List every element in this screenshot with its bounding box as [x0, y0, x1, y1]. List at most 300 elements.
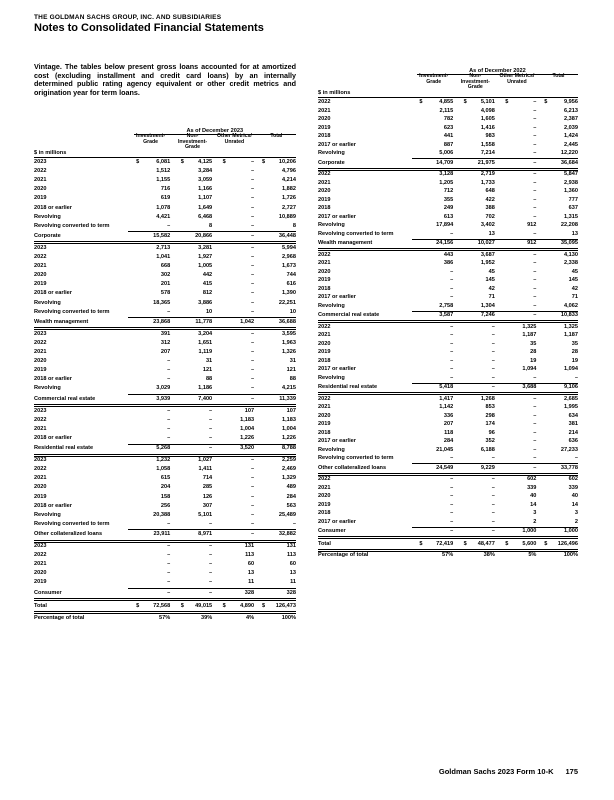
table-cell: 602 — [568, 476, 578, 482]
row-label: 2019 — [318, 124, 331, 131]
row-label: 2020 — [318, 188, 331, 194]
table-row — [34, 503, 296, 509]
table-cell: – — [491, 366, 495, 372]
currency-symbol: $ — [222, 159, 226, 165]
table-cell: 14,709 — [436, 159, 454, 166]
table-cell: 1,166 — [198, 186, 213, 193]
table-cell: – — [491, 455, 495, 461]
table-row — [34, 309, 296, 315]
table-cell: 1,326 — [282, 349, 296, 355]
row-label: 2021 — [34, 263, 47, 270]
row-label: 2019 — [34, 493, 47, 500]
table-cell: 1,963 — [282, 339, 296, 346]
table-cell: – — [533, 464, 537, 471]
table-cell: – — [250, 385, 255, 392]
table-row — [34, 272, 296, 278]
table-row — [34, 331, 296, 337]
table-cell: 1,882 — [282, 186, 296, 193]
row-label: 2020 — [34, 358, 47, 365]
table-cell: 2,039 — [564, 124, 578, 131]
table-cell: – — [491, 476, 495, 482]
column-header: Non-Investment-Grade — [177, 133, 208, 151]
currency-symbol: $ — [419, 99, 423, 105]
table-cell: 1,004 — [282, 425, 296, 432]
total-rule — [318, 168, 578, 169]
table-cell: – — [250, 511, 255, 518]
table-cell: 126,473 — [275, 602, 296, 609]
table-row — [34, 445, 296, 451]
table-row — [318, 421, 578, 427]
row-label: Revolving converted to term — [34, 520, 110, 527]
table-cell: – — [167, 561, 171, 568]
table-row — [34, 205, 296, 211]
table-cell: 4,855 — [439, 99, 454, 105]
table-cell: 8 — [292, 222, 296, 229]
row-label: 2020 — [34, 272, 47, 279]
table-cell: – — [250, 339, 255, 346]
row-label: 2021 — [318, 107, 331, 114]
total-rule — [318, 536, 578, 537]
table-cell: 249 — [443, 205, 454, 211]
table-cell: 4,214 — [282, 177, 296, 184]
row-label: Corporate — [34, 232, 61, 239]
table-row — [34, 168, 296, 174]
table-cell: 11 — [290, 579, 296, 586]
table-row — [34, 615, 296, 621]
total-rule — [318, 320, 578, 321]
table-cell: 1,005 — [198, 263, 213, 270]
table-cell: 71 — [488, 294, 495, 300]
table-cell: 1,000 — [564, 528, 578, 534]
row-label: 2023 — [34, 244, 47, 251]
label-column-header: $ in millions — [318, 90, 351, 96]
row-label: 2020 — [318, 268, 331, 275]
table-cell: 1,094 — [522, 366, 537, 372]
table-cell: – — [533, 260, 537, 266]
row-label: Total — [318, 540, 331, 547]
table-cell: – — [574, 374, 578, 381]
table-cell: 10,027 — [477, 240, 495, 246]
table-cell: 100% — [281, 614, 296, 621]
table-row — [318, 366, 578, 372]
table-cell: – — [250, 376, 255, 383]
table-cell: 3,059 — [198, 177, 213, 184]
table-cell: 256 — [160, 502, 171, 509]
table-cell: 2,259 — [282, 457, 296, 464]
row-label: 2017 or earlier — [318, 518, 356, 525]
table-cell: 1,329 — [282, 475, 296, 482]
table-cell: – — [250, 254, 255, 260]
table-cell: 35 — [571, 340, 578, 347]
header-rule — [318, 97, 578, 98]
table-cell: 5,847 — [564, 171, 578, 177]
table-cell: 3,939 — [156, 395, 171, 402]
table-row — [318, 332, 578, 338]
table-cell: – — [250, 395, 255, 402]
row-label: 2023 — [34, 457, 47, 464]
table-cell: 96 — [488, 429, 495, 436]
table-cell: – — [450, 277, 454, 283]
table-cell: 5,101 — [198, 511, 213, 518]
table-cell: – — [533, 124, 537, 131]
table-cell: 2,713 — [156, 244, 171, 251]
row-label: Revolving converted to term — [34, 308, 110, 315]
table-cell: 174 — [485, 421, 495, 427]
column-header: Total — [552, 73, 565, 79]
row-label: 2018 — [318, 510, 331, 516]
currency-symbol: $ — [419, 540, 423, 547]
table-cell: 42 — [488, 285, 495, 292]
table-cell: – — [250, 530, 255, 537]
table-cell: 4,130 — [564, 251, 578, 258]
table-cell: 1,226 — [240, 434, 255, 441]
table-cell: 24,549 — [436, 464, 454, 471]
table-cell: – — [533, 159, 537, 166]
row-label: 2022 — [318, 251, 331, 258]
row-label: 2021 — [34, 177, 47, 184]
table-cell: 619 — [160, 195, 171, 202]
table-cell: 302 — [160, 272, 171, 279]
table-row — [34, 195, 296, 201]
table-cell: – — [533, 251, 537, 258]
table-cell: 7,246 — [480, 312, 495, 318]
currency-symbol: $ — [180, 602, 184, 609]
row-label: 2017 or earlier — [318, 141, 356, 148]
table-cell: 22,208 — [560, 222, 578, 228]
table-cell: – — [533, 268, 537, 275]
row-label: Wealth management — [34, 318, 89, 325]
table-cell: 415 — [202, 281, 213, 288]
table-cell: 40 — [530, 493, 537, 499]
table-cell: 5% — [528, 552, 537, 558]
table-row — [318, 502, 578, 508]
table-cell: 328 — [286, 589, 296, 596]
row-label: 2021 — [318, 179, 331, 186]
table-cell: – — [167, 434, 171, 441]
currency-symbol: $ — [505, 540, 509, 547]
table-row — [34, 521, 296, 527]
row-label: Percentage of total — [34, 614, 85, 621]
table-cell: – — [250, 168, 255, 175]
table-cell: 126 — [202, 493, 213, 500]
row-label: 2022 — [34, 168, 47, 175]
table-row — [34, 531, 296, 537]
table-row — [318, 260, 578, 266]
table-cell: 4% — [246, 614, 255, 621]
table-cell: – — [209, 589, 213, 596]
table-row — [34, 494, 296, 500]
currency-symbol: $ — [463, 540, 467, 547]
table-cell: 36,688 — [278, 318, 296, 325]
table-cell: 201 — [160, 281, 171, 288]
table-cell: – — [167, 376, 171, 383]
row-label: Consumer — [34, 589, 62, 596]
table-row — [318, 252, 578, 258]
table-cell: 14 — [571, 501, 578, 508]
table-cell: 4,215 — [282, 385, 296, 392]
table-cell: – — [209, 570, 213, 577]
table-cell: 1,000 — [522, 528, 537, 534]
table-cell: 88 — [289, 376, 296, 383]
table-row — [34, 396, 296, 402]
table-cell: 1,651 — [198, 339, 213, 346]
table-cell: 31 — [289, 358, 296, 365]
table-cell: – — [209, 407, 213, 414]
table-cell: – — [533, 455, 537, 461]
row-label: 2017 or earlier — [318, 366, 356, 372]
row-label: Revolving converted to term — [34, 222, 110, 229]
table-cell: 1,183 — [240, 416, 255, 423]
table-cell: 1,183 — [282, 416, 296, 423]
table-cell: – — [167, 416, 171, 423]
table-cell: 2,445 — [564, 141, 578, 148]
row-label: 2020 — [318, 340, 331, 347]
table-cell: – — [167, 570, 171, 577]
table-row — [34, 570, 296, 576]
table-cell: 20,388 — [153, 511, 171, 518]
table-cell: 13 — [247, 570, 255, 577]
table-cell: 2,338 — [564, 260, 578, 266]
table-row — [318, 231, 578, 237]
page-number: 175 — [565, 767, 578, 776]
table-row — [34, 552, 296, 558]
table-row — [318, 240, 578, 246]
column-header: Total — [270, 133, 283, 139]
table-row — [34, 254, 296, 260]
row-label: 2021 — [34, 561, 47, 568]
table-cell: 3,688 — [522, 384, 537, 390]
table-cell: – — [533, 412, 537, 419]
table-cell: 49,015 — [195, 602, 213, 609]
total-rule — [34, 454, 296, 455]
table-cell: 7,400 — [198, 395, 213, 402]
table-row — [34, 484, 296, 490]
table-cell: 145 — [568, 277, 578, 283]
table-cell: 1,187 — [564, 332, 578, 338]
table-cell: 27,233 — [560, 446, 578, 453]
period-header: As of December 2023 — [134, 128, 296, 135]
table-cell: – — [250, 177, 255, 184]
row-label: 2018 — [318, 285, 331, 292]
table-cell: – — [250, 457, 255, 464]
table-cell: 602 — [527, 476, 537, 482]
row-label: 2023 — [34, 543, 47, 549]
row-label: 2021 — [34, 349, 47, 355]
table-row — [34, 590, 296, 596]
table-cell: 13 — [571, 230, 578, 237]
table-row — [318, 349, 578, 355]
table-cell: 422 — [485, 196, 495, 203]
table-cell: 1,360 — [564, 188, 578, 194]
table-cell: – — [250, 204, 255, 211]
header-rule — [34, 157, 296, 158]
table-cell: 6,081 — [156, 159, 171, 165]
table-cell: 1,226 — [282, 434, 296, 441]
table-row — [34, 349, 296, 355]
table-cell: – — [450, 374, 454, 381]
table-row — [34, 561, 296, 567]
total-rule — [318, 549, 578, 550]
table-row — [318, 541, 578, 547]
table-cell: – — [533, 188, 537, 194]
row-label: 2018 or earlier — [34, 434, 72, 441]
table-cell: 2 — [574, 518, 578, 525]
table-cell: 39% — [200, 614, 213, 621]
table-row — [318, 430, 578, 436]
table-cell: 17,894 — [436, 222, 454, 228]
table-cell: – — [167, 407, 171, 414]
table-cell: 3,687 — [480, 251, 495, 258]
table-cell: 8,971 — [198, 530, 213, 537]
table-cell: 28 — [530, 349, 537, 355]
table-cell: 131 — [244, 543, 255, 549]
table-cell: – — [450, 366, 454, 372]
table-row — [318, 324, 578, 330]
column-header: Investment-Grade — [419, 73, 449, 85]
table-cell: 57% — [159, 614, 171, 621]
total-rule — [34, 327, 296, 328]
table-row — [318, 197, 578, 203]
table-cell: 355 — [443, 196, 454, 203]
table-cell: 40 — [571, 493, 578, 499]
row-label: 2019 — [34, 579, 47, 586]
table-cell: – — [450, 476, 454, 482]
table-cell: 1,411 — [198, 466, 213, 473]
table-cell: 3 — [574, 510, 578, 516]
table-cell: – — [209, 561, 213, 568]
table-row — [34, 319, 296, 325]
column-header: Non-Investment-Grade — [460, 73, 490, 91]
row-label: 2017 or earlier — [318, 294, 356, 300]
table-cell: 983 — [485, 133, 495, 139]
row-label: Corporate — [318, 159, 345, 166]
row-label: 2018 or earlier — [34, 290, 72, 297]
table-cell: 615 — [160, 475, 171, 482]
table-cell: – — [209, 425, 213, 432]
table-cell: 2,758 — [439, 302, 454, 309]
table-cell: 24,156 — [436, 240, 454, 246]
intro-paragraph: Vintage. The tables below present gross loans accounted for at amortized cost (excluding installment and credit card loans) by an internally determined public rating agency equivalent or other credit metrics and origination year for term loans. — [34, 62, 296, 97]
row-label: 2023 — [34, 159, 47, 165]
table-row — [318, 160, 578, 166]
table-row — [34, 367, 296, 373]
table-cell: – — [491, 528, 495, 534]
total-rule — [318, 392, 578, 393]
table-row — [34, 408, 296, 414]
row-label: 2022 — [34, 339, 47, 346]
row-label: 2018 — [318, 429, 331, 436]
table-cell: 1,186 — [198, 385, 213, 392]
table-cell: 12,220 — [560, 150, 578, 156]
table-row — [34, 376, 296, 382]
table-cell: 72,419 — [436, 540, 454, 547]
table-row — [318, 150, 578, 156]
table-cell: 3,281 — [198, 244, 213, 251]
table-cell: 3 — [533, 510, 537, 516]
table-cell: 45 — [571, 268, 578, 275]
table-cell: 5,006 — [439, 150, 454, 156]
table-cell: – — [209, 543, 213, 549]
table-row — [318, 99, 578, 105]
table-cell: 2,469 — [282, 466, 296, 473]
table-cell: 3,128 — [439, 171, 454, 177]
row-label: Other collateralized loans — [34, 530, 103, 537]
table-cell: 158 — [160, 493, 171, 500]
table-cell: 4,062 — [564, 302, 578, 309]
table-row — [34, 281, 296, 287]
table-row — [318, 180, 578, 186]
table-row — [34, 290, 296, 296]
table-cell: 336 — [443, 412, 454, 419]
table-row — [34, 223, 296, 229]
company-header: THE GOLDMAN SACHS GROUP, INC. AND SUBSIDIARIES — [34, 14, 222, 21]
table-cell: 145 — [485, 277, 495, 283]
row-label: 2019 — [34, 367, 47, 374]
table-cell: – — [533, 277, 537, 283]
table-cell: 3,595 — [282, 330, 296, 337]
table-cell: – — [250, 272, 255, 279]
row-label: 2019 — [318, 196, 331, 203]
table-cell: – — [491, 340, 495, 347]
table-cell: – — [450, 528, 454, 534]
table-cell: 339 — [568, 484, 578, 491]
table-cell: 714 — [202, 475, 213, 482]
table-cell: 25,489 — [278, 511, 296, 518]
row-label: 2021 — [318, 484, 331, 491]
table-cell: 1,304 — [480, 302, 495, 309]
table-cell: – — [167, 589, 171, 596]
table-cell: – — [533, 302, 537, 309]
table-cell: 912 — [527, 222, 537, 228]
table-cell: – — [450, 285, 454, 292]
table-cell: – — [167, 367, 171, 374]
table-cell: 1,119 — [198, 349, 213, 355]
table-cell: – — [250, 213, 255, 220]
row-label: Revolving converted to term — [318, 455, 394, 461]
table-cell: 11,339 — [279, 395, 296, 402]
table-cell: 3,587 — [439, 312, 454, 318]
table-cell: 1,927 — [198, 254, 213, 260]
table-cell: 2,115 — [439, 107, 454, 114]
table-cell: 443 — [443, 251, 454, 258]
currency-symbol: $ — [505, 99, 509, 105]
table-cell: 21,045 — [436, 446, 454, 453]
row-label: 2018 — [318, 205, 331, 211]
table-row — [318, 277, 578, 283]
table-row — [318, 465, 578, 471]
label-column-header: $ in millions — [34, 150, 67, 156]
table-cell: – — [533, 230, 537, 237]
table-cell: 578 — [160, 290, 171, 297]
table-cell: – — [450, 323, 454, 330]
table-cell: 744 — [286, 272, 296, 279]
table-cell: 563 — [286, 502, 296, 509]
table-cell: 1,004 — [240, 425, 255, 432]
column-header: Other Metrics/ Unrated — [499, 73, 535, 85]
table-cell: – — [533, 179, 537, 186]
table-row — [318, 188, 578, 194]
table-cell: 113 — [286, 552, 296, 559]
table-cell: 13 — [488, 230, 495, 237]
table-cell: 28 — [571, 349, 578, 355]
table-cell: 637 — [568, 205, 578, 211]
table-cell: 107 — [286, 407, 296, 414]
table-cell: 21,975 — [477, 159, 495, 166]
table-row — [34, 233, 296, 239]
table-cell: – — [250, 244, 255, 251]
table-cell: 853 — [485, 404, 495, 410]
table-cell: 207 — [160, 349, 171, 355]
